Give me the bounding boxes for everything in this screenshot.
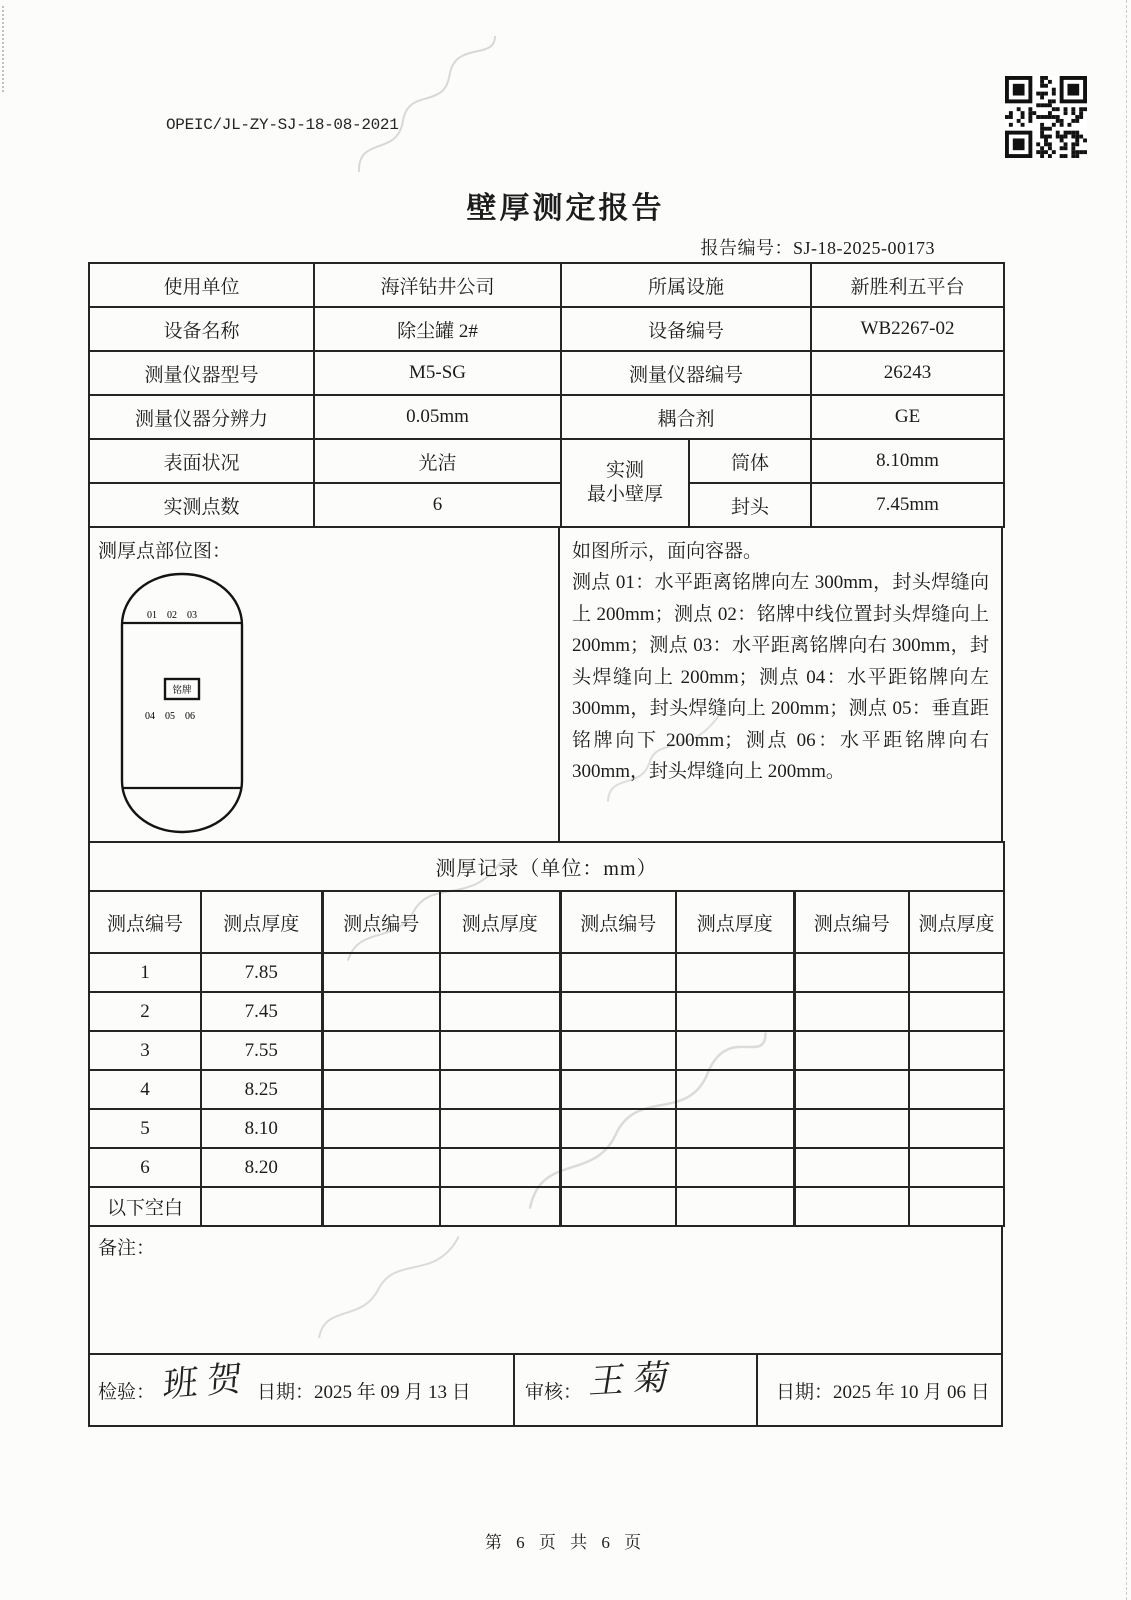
record-title: 测厚记录（单位：mm） (89, 842, 1004, 891)
record-point-cell (560, 992, 676, 1031)
field-label: 所属设施 (561, 263, 811, 307)
record-thickness-cell: 8.20 (201, 1148, 322, 1187)
record-thickness-cell: 7.55 (201, 1031, 322, 1070)
record-thickness-cell: 7.45 (201, 992, 322, 1031)
inspector-date: 日期：2025 年 09 月 13 日 (257, 1381, 471, 1403)
table-row (89, 395, 1004, 439)
review-date-cell (758, 1355, 1001, 1425)
record-thickness-cell: 8.10 (201, 1109, 322, 1148)
scan-edge-left (2, 6, 4, 92)
record-point-cell (322, 992, 440, 1031)
record-header-point: 测点编号 (89, 891, 201, 953)
thickness-record-table (88, 841, 1005, 1227)
field-value: M5-SG (314, 351, 561, 395)
record-point-cell (560, 953, 676, 992)
diagram-section (88, 526, 1003, 843)
record-point-cell (322, 1031, 440, 1070)
table-row (89, 439, 1004, 483)
review-date: 日期：2025 年 10 月 06 日 (776, 1381, 990, 1403)
record-thickness-cell (909, 1187, 1004, 1226)
record-title-row (89, 842, 1004, 891)
scan-edge-right (1126, 0, 1127, 1600)
table-row (89, 483, 1004, 527)
record-point-cell (794, 1187, 909, 1226)
field-label: 设备编号 (561, 307, 811, 351)
record-header-point: 测点编号 (560, 891, 676, 953)
field-label: 实测点数 (89, 483, 314, 527)
record-row (89, 1109, 1004, 1148)
shell-value: 8.10mm (811, 439, 1004, 483)
diagram-label: 测厚点部位图： (98, 541, 232, 562)
field-value: 新胜利五平台 (811, 263, 1004, 307)
table-row (89, 263, 1004, 307)
record-thickness-cell (201, 1187, 322, 1226)
note-cell (560, 528, 1001, 841)
field-value: 0.05mm (314, 395, 561, 439)
table-row (89, 307, 1004, 351)
record-thickness-cell (440, 1148, 560, 1187)
record-point-cell: 6 (89, 1148, 201, 1187)
record-row (89, 992, 1004, 1031)
min-wall-line2: 最小壁厚 (586, 484, 663, 505)
record-row (89, 953, 1004, 992)
remarks-label: 备注： (98, 1238, 156, 1259)
inspector-label: 检验： (98, 1381, 156, 1403)
inspector-cell (90, 1355, 515, 1425)
equipment-info-table (88, 262, 1005, 528)
field-label: 测量仪器编号 (561, 351, 811, 395)
record-point-cell: 5 (89, 1109, 201, 1148)
qr-code (1003, 76, 1089, 158)
record-point-cell (794, 953, 909, 992)
record-header-row (89, 891, 1004, 953)
record-thickness-cell (909, 992, 1004, 1031)
signoff-section (88, 1353, 1003, 1427)
record-point-cell: 1 (89, 953, 201, 992)
record-point-cell (322, 1148, 440, 1187)
record-point-cell (794, 1031, 909, 1070)
record-point-cell (322, 953, 440, 992)
record-thickness-cell (676, 1070, 794, 1109)
record-thickness-cell (440, 1031, 560, 1070)
field-label: 测量仪器分辨力 (89, 395, 314, 439)
reviewer-signature: 王菊 (587, 1357, 682, 1402)
field-label: 耦合剂 (561, 395, 811, 439)
record-point-cell (322, 1070, 440, 1109)
min-wall-line1: 实测 (605, 460, 644, 481)
note-body: 测点 01：水平距离铭牌向左 300mm，封头焊缝向上 200mm；测点 02：铭牌中线位置封头焊缝向上 200mm；测点 03：水平距离铭牌向右 300mm，封头焊缝向上 200mm；测点 04：水平距铭牌向左 300mm，封头焊缝向上 200mm；测点 05：垂直距铭牌向下 200mm；测点 06：水平距铭牌向右 300mm，封头焊缝向上 200mm。 (572, 572, 989, 782)
head-label: 封头 (689, 483, 811, 527)
record-point-cell (794, 992, 909, 1031)
record-point-cell (794, 1109, 909, 1148)
record-thickness-cell (440, 1187, 560, 1226)
record-thickness-cell (909, 1148, 1004, 1187)
field-value: 光洁 (314, 439, 561, 483)
record-thickness-cell (676, 1031, 794, 1070)
record-row (89, 1148, 1004, 1187)
record-thickness-cell (909, 953, 1004, 992)
reviewer-cell (515, 1355, 758, 1425)
record-row (89, 1070, 1004, 1109)
field-label: 设备名称 (89, 307, 314, 351)
field-value: GE (811, 395, 1004, 439)
report-number: 报告编号：SJ-18-2025-00173 (700, 238, 935, 258)
note-intro: 如图所示，面向容器。 (572, 541, 763, 562)
record-point-cell: 以下空白 (89, 1187, 201, 1226)
record-thickness-cell (440, 953, 560, 992)
remarks-section (88, 1225, 1003, 1355)
record-thickness-cell: 8.25 (201, 1070, 322, 1109)
scan-artifact (331, 25, 528, 191)
record-point-cell (560, 1148, 676, 1187)
record-thickness-cell (909, 1070, 1004, 1109)
record-header-thickness: 测点厚度 (201, 891, 322, 953)
record-header-thickness: 测点厚度 (440, 891, 560, 953)
field-value: 26243 (811, 351, 1004, 395)
record-point-cell (560, 1187, 676, 1226)
record-point-cell (794, 1148, 909, 1187)
record-point-cell (560, 1070, 676, 1109)
record-point-cell (560, 1031, 676, 1070)
record-thickness-cell (440, 1070, 560, 1109)
record-point-cell (322, 1109, 440, 1148)
document-code: OPEIC/JL-ZY-SJ-18-08-2021 (166, 116, 399, 134)
record-thickness-cell: 7.85 (201, 953, 322, 992)
record-thickness-cell (440, 992, 560, 1031)
head-value: 7.45mm (811, 483, 1004, 527)
record-thickness-cell (676, 1148, 794, 1187)
shell-label: 筒体 (689, 439, 811, 483)
field-value: 6 (314, 483, 561, 527)
reviewer-label: 审核： (525, 1381, 583, 1403)
record-thickness-cell (676, 953, 794, 992)
field-label: 使用单位 (89, 263, 314, 307)
page-footer: 第 6 页 共 6 页 (484, 1533, 647, 1552)
vessel-diagram (120, 572, 244, 834)
table-row (89, 351, 1004, 395)
record-point-cell (560, 1109, 676, 1148)
field-label: 表面状况 (89, 439, 314, 483)
record-point-cell: 2 (89, 992, 201, 1031)
record-point-cell (794, 1070, 909, 1109)
field-value: WB2267-02 (811, 307, 1004, 351)
top-measure-points: 01 02 03 (147, 610, 197, 621)
report-table (88, 262, 1003, 1427)
diagram-cell (90, 528, 560, 841)
record-thickness-cell (909, 1109, 1004, 1148)
nameplate-label: 铭牌 (172, 686, 192, 696)
record-header-point: 测点编号 (794, 891, 909, 953)
inspector-signature: 班贺 (161, 1357, 253, 1406)
record-thickness-cell (440, 1109, 560, 1148)
min-wall-label (561, 439, 689, 527)
field-value: 除尘罐 2# (314, 307, 561, 351)
record-point-cell: 4 (89, 1070, 201, 1109)
record-header-thickness: 测点厚度 (909, 891, 1004, 953)
record-row (89, 1031, 1004, 1070)
page-title: 壁厚测定报告 (466, 192, 665, 225)
field-value: 海洋钻井公司 (314, 263, 561, 307)
record-thickness-cell (676, 1109, 794, 1148)
bottom-measure-points: 04 05 06 (145, 711, 195, 722)
record-row (89, 1187, 1004, 1226)
record-thickness-cell (676, 992, 794, 1031)
record-thickness-cell (909, 1031, 1004, 1070)
record-thickness-cell (676, 1187, 794, 1226)
record-body (89, 953, 1004, 1226)
record-header-point: 测点编号 (322, 891, 440, 953)
record-header-thickness: 测点厚度 (676, 891, 794, 953)
field-label: 测量仪器型号 (89, 351, 314, 395)
record-point-cell: 3 (89, 1031, 201, 1070)
record-point-cell (322, 1187, 440, 1226)
